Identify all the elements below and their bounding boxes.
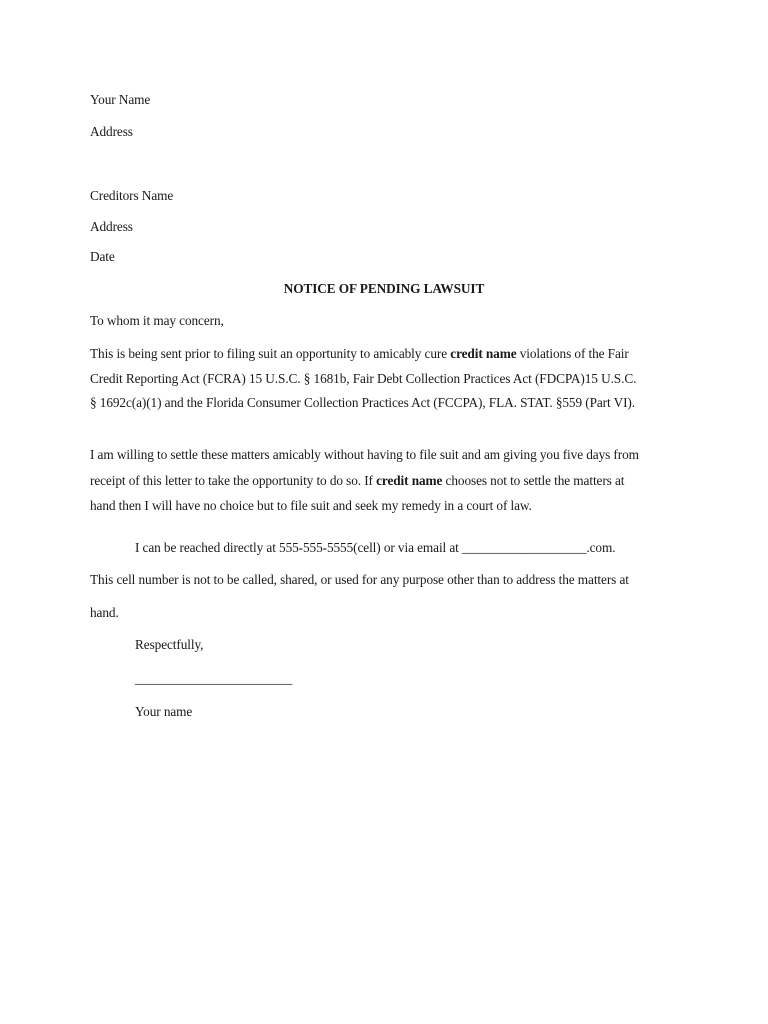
paragraph-2-line-1: I am willing to settle these matters amicably without having to file suit and am giving you five days from [90,447,639,462]
letter-date: Date [90,249,115,264]
paragraph-1-line-1 [90,346,629,362]
letter-title: NOTICE OF PENDING LAWSUIT [283,281,485,296]
signature-line: ________________________ [135,671,293,686]
paragraph-2-text: receipt of this letter to take the opportunity to do so. If [90,473,377,488]
credit-name-emphasis: credit name [376,473,443,488]
salutation: To whom it may concern, [90,313,224,328]
sender-name: Your Name [90,92,151,107]
recipient-address: Address [90,219,133,234]
paragraph-1-text: This is being sent prior to filing suit an opportunity to amicably cure [90,346,451,361]
paragraph-1-text: violations of the Fair [516,346,629,361]
valediction: Respectfully, [135,637,204,652]
paragraph-2-text: chooses not to settle the matters at [442,473,625,488]
contact-line-2: This cell number is not to be called, shared, or used for any purpose other than to address the matters at [90,572,629,587]
sender-address: Address [90,124,133,139]
paragraph-1-line-3: § 1692c(a)(1) and the Florida Consumer Collection Practices Act (FCCPA), FLA. STAT. §559 (Part VI). [90,395,635,410]
contact-line-3: hand. [90,605,119,620]
contact-line-1: I can be reached directly at 555-555-5555(cell) or via email at ___________________.com. [135,540,616,555]
recipient-name: Creditors Name [90,188,174,203]
paragraph-1-line-2: Credit Reporting Act (FCRA) 15 U.S.C. § 1681b, Fair Debt Collection Practices Act (FDCPA)15 U.S.C. [90,371,637,386]
credit-name-emphasis: credit name [450,346,517,361]
paragraph-2-line-2 [90,473,624,489]
paragraph-2-line-3: hand then I will have no choice but to file suit and seek my remedy in a court of law. [90,498,532,513]
signer-name: Your name [135,704,193,719]
